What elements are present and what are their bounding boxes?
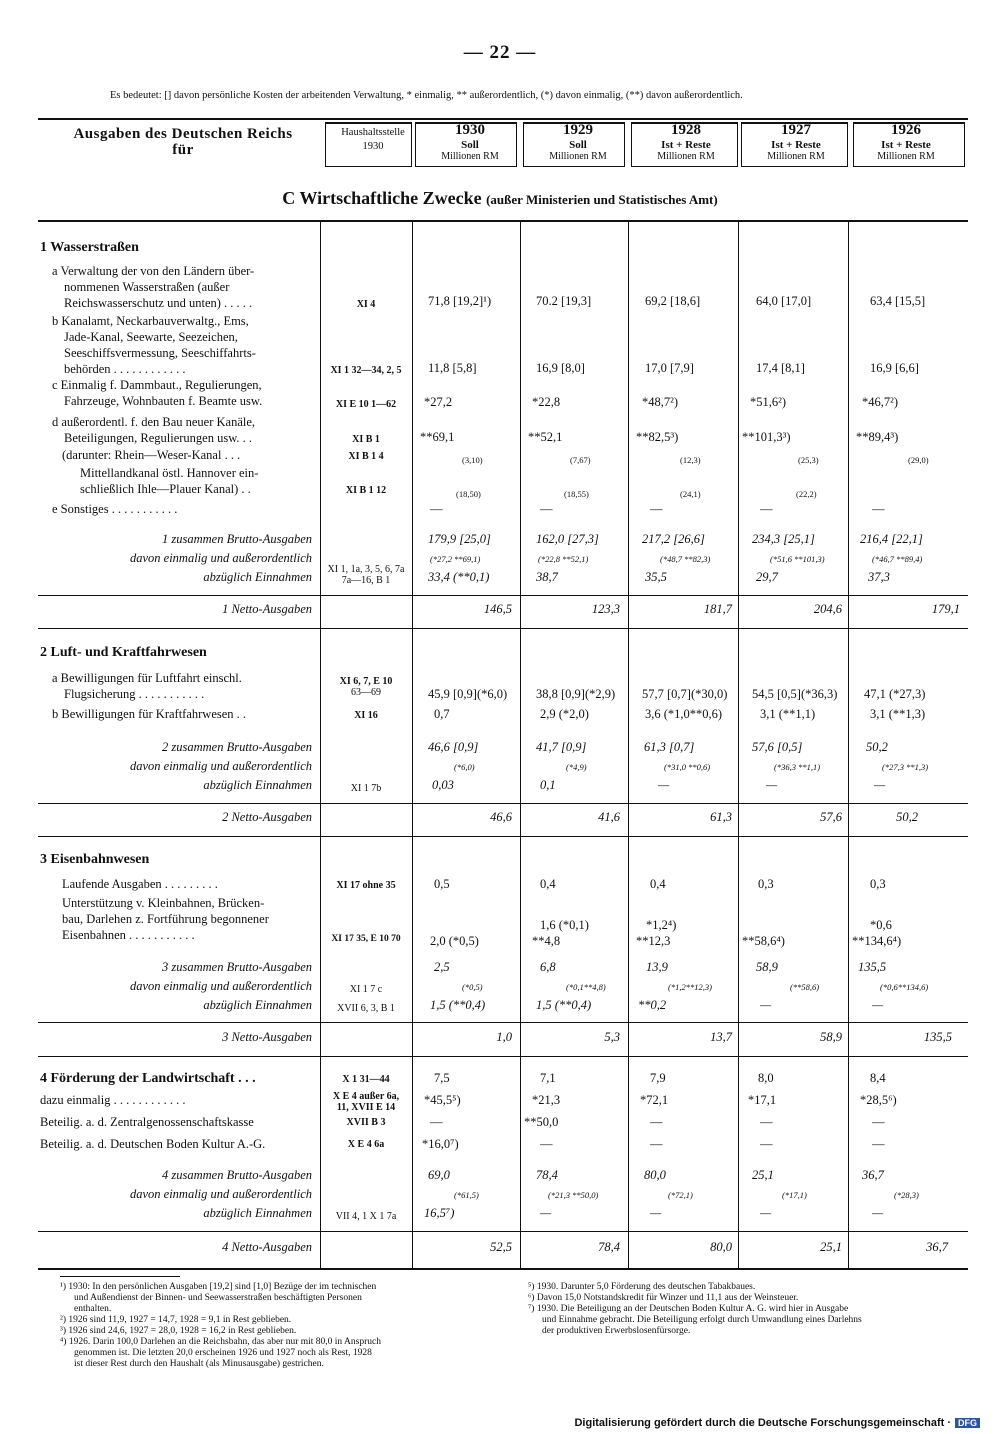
page-number: — 22 — [463, 42, 537, 63]
year-header-1929: 1929 Soll Millionen RM [549, 122, 607, 162]
section-3-title: 3 Eisenbahnwesen [40, 852, 150, 867]
haushaltsstelle-header: Haushaltsstelle 1930 [341, 127, 405, 152]
legend-text: Es bedeutet: [] davon persönliche Kosten der arbeitenden Verwaltung, * einmalig, ** außerordentlich, (*) davon einmalig, (**) davon außerordentlich. [110, 90, 743, 101]
year-header-1926: 1926 Ist + Reste Millionen RM [877, 122, 935, 162]
header-top-rule [38, 118, 968, 120]
year-header-1928: 1928 Ist + Reste Millionen RM [657, 122, 715, 162]
section-heading: C Wirtschaftliche Zwecke (außer Ministerien und Statistisches Amt) [282, 188, 718, 208]
section-4-title: 4 Förderung der Landwirtschaft . . . [40, 1071, 256, 1086]
year-header-1927: 1927 Ist + Reste Millionen RM [767, 122, 825, 162]
table-top-rule [38, 220, 968, 222]
table-bottom-rule [38, 1268, 968, 1270]
year-header-1930: 1930 Soll Millionen RM [441, 122, 499, 162]
footnotes-left: ¹) 1930: In den persönlichen Ausgaben [19,2] sind [1,0] Bezüge der im technischen und Außendienst der Binnen- und Seewasserstraßen beschäftigten Personen enthalten. ²) 1926 sind 11,9, 1927 = 14,7, 1928 = 9,1 in Rest geblieben. ³) 1926 sind 24,6, 1927 = 28,0, 1928 = 16,2 in Rest geblieben. ⁴) 1926. Darin 100,0 Darlehen an die Reichsbahn, das aber nur mit 80,0 in Anspruch genommen ist. Die letzten 20,0 erscheinen 1926 und 1927 noch als Rest, 1928 ist dieser Rest durch den Haushalt (als Minusausgabe) gestrichen. [60, 1282, 381, 1369]
footnotes-right: ⁵) 1930. Darunter 5,0 Förderung des deutschen Tabakbaues. ⁶) Davon 15,0 Notstandskredit für Winzer und 11,1 aus der Weinsteuer. ⁷) 1930. Die Beteiligung an der Deutschen Boden Kultur A. G. wird hier in Ausgabe und Einnahme gebracht. Die Beteiligung erfolgt durch Umwandlung eines Darlehns der produktiven Erwerbslosenfürsorge. [528, 1282, 862, 1336]
section-1-title: 1 Wasserstraßen [40, 240, 139, 255]
table-title: Ausgaben des Deutschen Reichs für [73, 126, 293, 158]
digitization-credit: Digitalisierung gefördert durch die Deutsche Forschungsgemeinschaft · DFG [574, 1417, 980, 1429]
dfg-logo: DFG [955, 1418, 980, 1428]
section-2-title: 2 Luft- und Kraftfahrwesen [40, 645, 207, 660]
